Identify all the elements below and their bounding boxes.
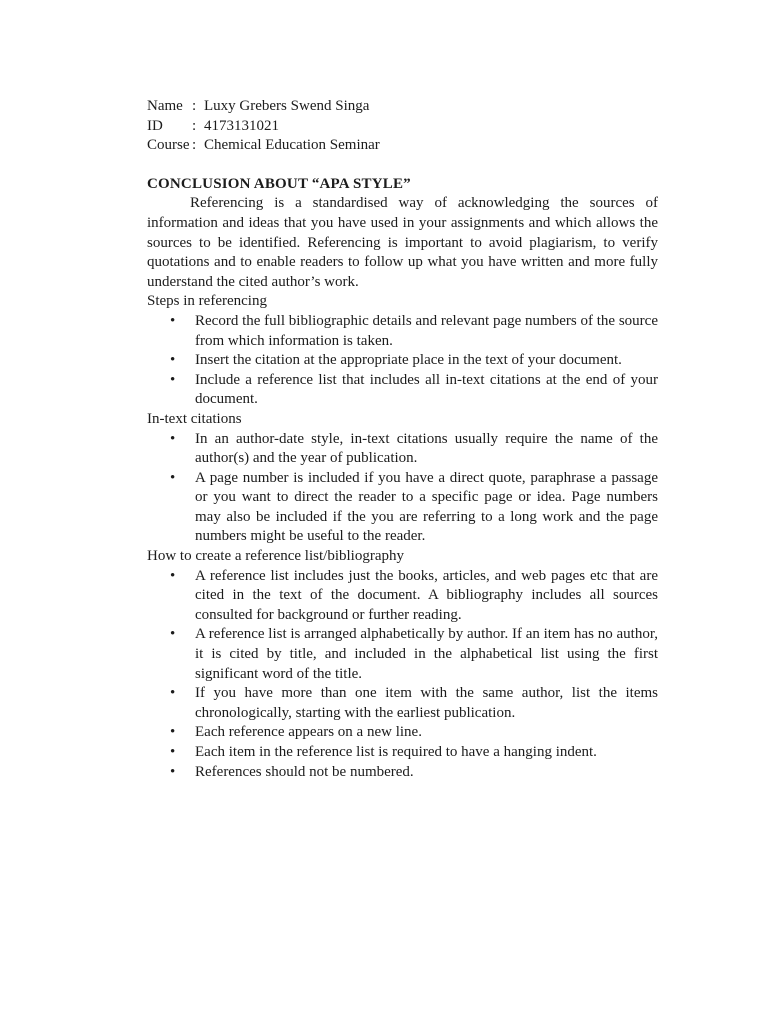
- bullet-item: [147, 723, 658, 743]
- bullet-icon: •: [170, 312, 176, 329]
- bullet-list: [147, 430, 658, 548]
- bullet-icon: •: [170, 763, 176, 780]
- section-heading: Steps in referencing: [147, 293, 267, 310]
- info-row-name: [147, 97, 658, 117]
- bullet-item: [147, 371, 658, 410]
- bullet-text: A reference list includes just the books, articles, and web pages etc that are cited in the text of the document. A bibliography includes all sources consulted for background or further reading.: [195, 567, 658, 623]
- info-label: Course: [147, 137, 190, 154]
- bullet-icon: •: [170, 744, 176, 760]
- bullet-text: A reference list is arranged alphabetically by author. If an item has no author, it is cited by title, and included in the alphabetical list using the first significant word of the title.: [195, 626, 658, 682]
- bullet-item: [147, 743, 658, 763]
- bullet-text: References should not be numbered.: [195, 763, 414, 780]
- bullet-list: [147, 312, 658, 410]
- bullet-item: [147, 625, 658, 684]
- bullet-icon: •: [170, 685, 176, 702]
- section-heading: In-text citations: [147, 410, 242, 427]
- bullet-item: [147, 763, 658, 783]
- bullet-item: [147, 351, 658, 371]
- section-steps-in-referencing: [147, 292, 658, 410]
- bullet-text: If you have more than one item with the same author, list the items chronologically, starting with the earliest publication.: [195, 685, 658, 721]
- bullet-icon: •: [170, 626, 176, 643]
- info-row-id: [147, 117, 658, 137]
- info-value: Luxy Grebers Swend Singa: [204, 98, 370, 114]
- bullet-icon: •: [170, 352, 176, 369]
- intro-paragraph: Referencing is a standardised way of acknowledging the sources of information and ideas that you have used in your assignments and which allows the sources to be identified. Referencing is important to avoid plagiarism, to verify quotations and to enable readers to follow up what you have written and more fully understand the cited author’s work.: [147, 195, 658, 290]
- info-row-course: [147, 136, 658, 156]
- info-label: Name: [147, 98, 183, 114]
- bullet-icon: •: [170, 724, 176, 741]
- bullet-text: In an author-date style, in-text citations usually require the name of the author(s) and the year of publication.: [195, 430, 658, 467]
- bullet-icon: •: [170, 430, 176, 447]
- bullet-text: Each reference appears on a new line.: [195, 724, 422, 741]
- bullet-text: Each item in the reference list is required to have a hanging indent.: [195, 744, 597, 760]
- section-in-text-citations: [147, 410, 658, 547]
- bullet-icon: •: [170, 371, 176, 388]
- bullet-text: A page number is included if you have a direct quote, paraphrase a passage or you want to direct the reader to a specific page or idea. Page numbers may also be included if the you are referring to a long work and the page numbers might be useful to the reader.: [195, 469, 658, 545]
- info-value: 4173131021: [204, 117, 279, 134]
- info-separator: :: [192, 137, 197, 154]
- section-heading: How to create a reference list/bibliography: [147, 548, 404, 565]
- bullet-item: [147, 312, 658, 351]
- bullet-item: [147, 567, 658, 626]
- student-info-block: [147, 97, 658, 156]
- bullet-text: Record the full bibliographic details and relevant page numbers of the source from which information is taken.: [195, 312, 658, 349]
- document-title: CONCLUSION ABOUT “APA STYLE”: [147, 175, 411, 192]
- info-label: ID: [147, 117, 163, 134]
- section-how-to-create-reference-list: [147, 547, 658, 782]
- bullet-icon: •: [170, 567, 176, 584]
- bullet-item: [147, 469, 658, 547]
- bullet-text: Insert the citation at the appropriate place in the text of your document.: [195, 352, 622, 369]
- bullet-text: Include a reference list that includes all in-text citations at the end of your document.: [195, 371, 658, 408]
- bullet-icon: •: [170, 469, 176, 486]
- info-value: Chemical Education Seminar: [204, 137, 380, 154]
- info-separator: :: [192, 98, 197, 114]
- bullet-item: [147, 684, 658, 723]
- bullet-list: [147, 567, 658, 783]
- info-separator: :: [192, 117, 197, 134]
- bullet-item: [147, 430, 658, 469]
